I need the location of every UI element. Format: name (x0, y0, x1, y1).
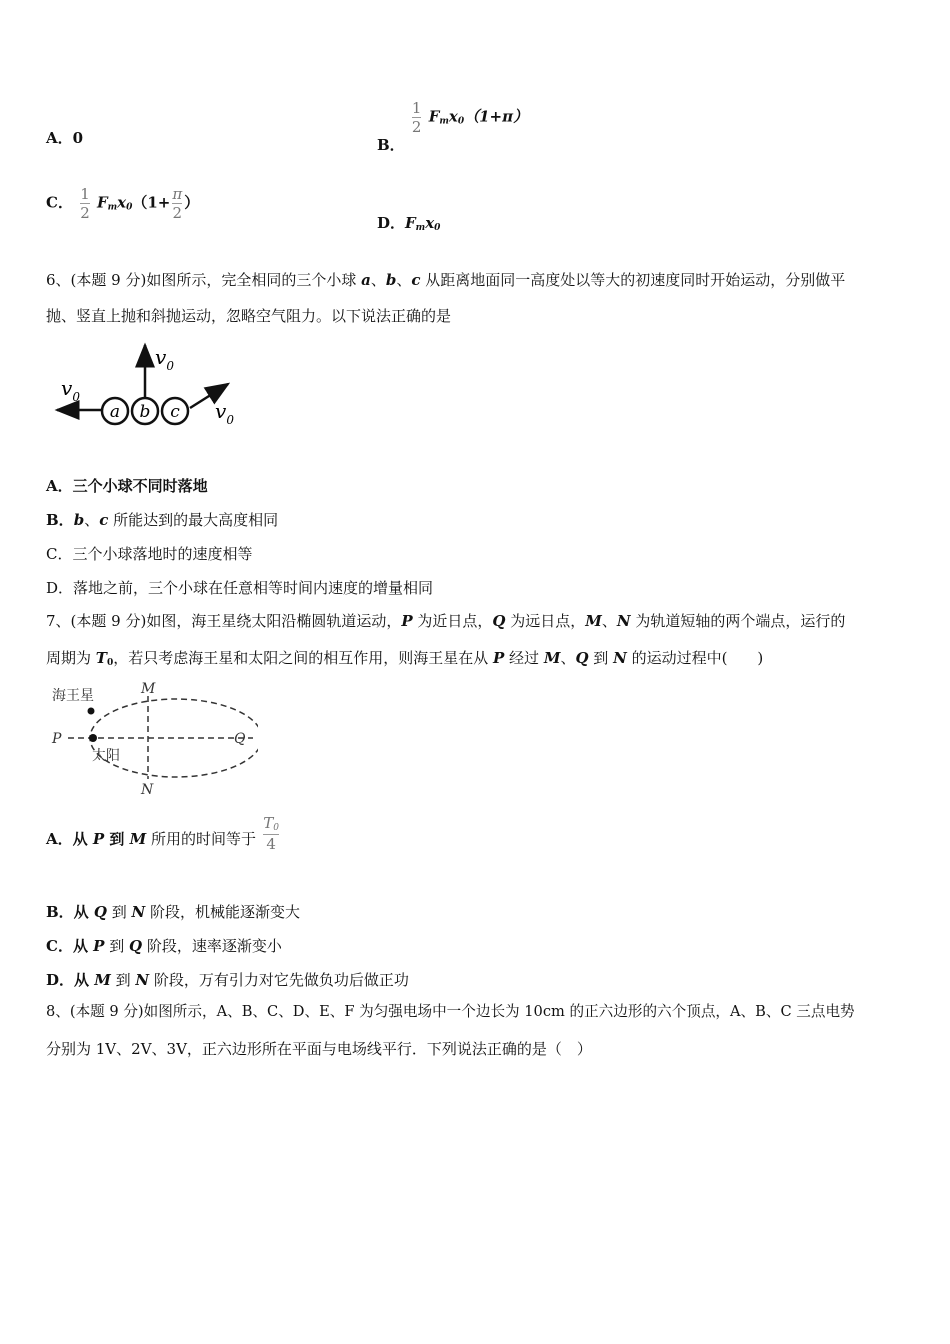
q6-stem-line1: 6、(本题 9 分)如图所示，完全相同的三个小球 a、b、c 从距离地面同一高度处以等大的初速度同时开始运动，分别做平 (46, 271, 846, 289)
q6-stem-line2: 抛、竖直上抛和斜抛运动，忽略空气阻力。以下说法正确的是 (46, 307, 452, 325)
q8-stem-line2: 分别为 1V、2V、3V，正六边形所在平面与电场线平行．下列说法正确的是（ ） (46, 1040, 592, 1058)
q6-option-b: B．b、c 所能达到的最大高度相同 (46, 511, 279, 529)
q7-neptune-dot (88, 708, 95, 715)
q7-option-c: C．从 P 到 Q 阶段，速率逐渐变小 (46, 937, 282, 955)
q7-sun-dot (89, 734, 97, 742)
q5-option-d: D．$F_mx_0$ (377, 214, 441, 233)
q7-P-label: P (52, 731, 62, 747)
q7-option-d: D．从 M 到 N 阶段，万有引力对它先做负功后做正功 (46, 971, 409, 989)
q6-ball-b-label: b (139, 402, 151, 422)
q7-M-label: M (141, 681, 156, 697)
q7-sun-label: 太阳 (92, 748, 120, 764)
q6-option-a: A．三个小球不同时落地 (46, 477, 208, 495)
q8-stem-line1: 8、(本题 9 分)如图所示，A、B、C、D、E、F 为匀强电场中一个边长为 10cm 的正六边形的六个顶点，A、B、C 三点电势 (46, 1003, 855, 1020)
q7-option-b: B．从 Q 到 N 阶段，机械能逐渐变大 (46, 903, 301, 921)
q5-option-a-text: A．0 (46, 129, 84, 147)
q5-option-c-pi-fraction: $\frac{\pi}{2}$ (172, 185, 183, 222)
q6-left-v0: $v_0$ (61, 376, 80, 404)
q7-Q-label: Q (234, 731, 246, 747)
q6-oblique-v0: $v_0$ (215, 399, 234, 427)
q7-N-label: N (141, 782, 154, 798)
q6-ball-c-label: c (170, 402, 180, 422)
q6-ball-a-label: a (109, 402, 121, 422)
q5-option-c: C． $\frac{1}{2}$ $F_mx_0(1+$ $\frac{\pi}{2}$ ） (46, 185, 200, 222)
q5-option-a (46, 127, 83, 148)
q7-option-a-fraction: $\frac{T_0}{4}$ (263, 814, 279, 853)
q7-orbit-figure (48, 676, 258, 801)
q7-stem-line1: 7、(本题 9 分)如图，海王星绕太阳沿椭圆轨道运动，P 为近日点，Q 为远日点，M、N 为轨道短轴的两个端点，运行的 (46, 612, 846, 630)
q5-option-b: B． $\frac{1}{2}$ $F_mx_0(1+\pi)$ (377, 99, 529, 154)
q6-figure (45, 340, 245, 435)
q5-option-c-fraction: $\frac{1}{2}$ (80, 185, 90, 222)
q6-option-d: D．落地之前，三个小球在任意相等时间内速度的增量相同 (46, 579, 434, 597)
q6-up-v0: $v_0$ (155, 345, 174, 373)
q7-neptune-label: 海王星 (52, 688, 94, 704)
q7-option-a: A．从 P 到 M 所用的时间等于 $\frac{T_0}{4}$ (46, 814, 279, 853)
q6-option-c: C．三个小球落地时的速度相等 (46, 545, 253, 563)
q5-option-b-fraction: $\frac{1}{2}$ (411, 99, 422, 136)
q7-stem-line2: 周期为 $T_0$，若只考虑海王星和太阳之间的相互作用，则海王星在从 P 经过 M、Q 到 N 的运动过程中( ) (46, 649, 764, 668)
